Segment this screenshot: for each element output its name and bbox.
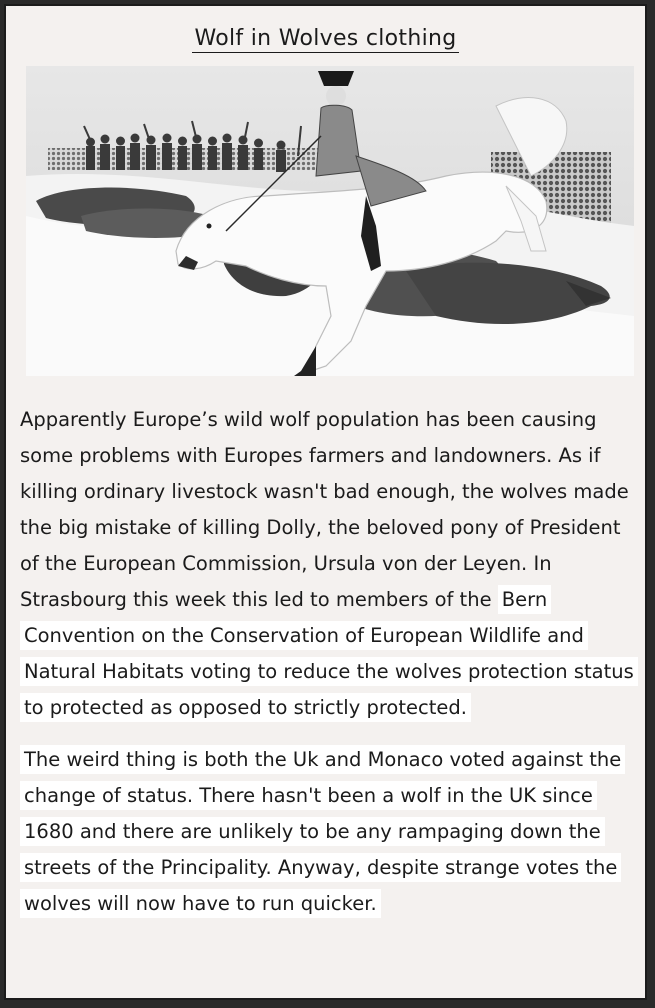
paragraph-2 — [20, 742, 639, 922]
article-body — [20, 402, 639, 922]
wolf-hunt-photo — [26, 66, 634, 376]
wolf-hunt-illustration — [26, 66, 634, 376]
story-title-text: Wolf in Wolves clothing — [194, 26, 457, 51]
story-card — [4, 4, 647, 1000]
paragraph-1 — [20, 402, 639, 726]
paragraph-2-text: The weird thing is both the Uk and Monaco voted against the change of status. There hasn't been a wolf in the UK since 1680 and there are unlikely to be any rampaging down the streets of the Principality. Anyway, despite strange votes the wolves will now have to run quicker. — [20, 745, 625, 918]
paragraph-1-text: Apparently Europe’s wild wolf population has been causing some problems with Europes farmers and landowners. As if killing ordinary livestock wasn't bad enough, the wolves made the big mistake of killing Dolly, the beloved pony of President of the European Commission, Ursula von der Leyen. In Strasbourg this week this led to members of the — [20, 408, 629, 611]
paragraph-1-highlight: Bern Convention on the Conservation of European Wildlife and Natural Habitats voting to reduce the wolves protection status to protected as opposed to strictly protected. — [20, 585, 638, 722]
story-title — [6, 26, 645, 51]
